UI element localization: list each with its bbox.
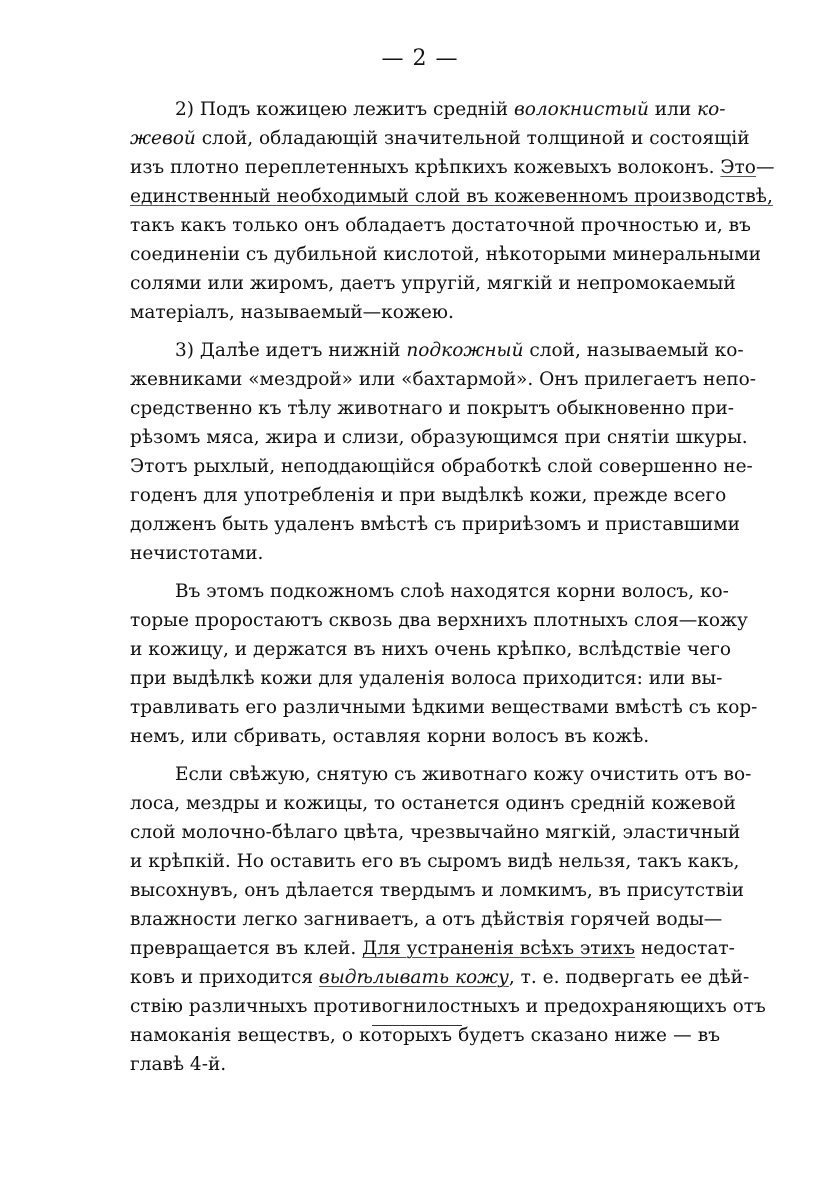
- text-segment: —: [755, 157, 775, 178]
- text-segment: ковъ и приходится: [130, 967, 319, 988]
- text-line: [130, 423, 748, 452]
- text-segment: годенъ для употребленія и при выдѣлкѣ кожи, прежде всего: [130, 485, 727, 506]
- text-segment: долженъ быть удаленъ вмѣстѣ съ пририѣзомъ и приставшими: [130, 514, 740, 535]
- text-line: [130, 789, 736, 818]
- paragraph-gap: [130, 751, 720, 760]
- text-segment: травливать его различными ѣдкими веществами вмѣстѣ съ кор-: [130, 697, 758, 718]
- text-segment: недостат-: [635, 938, 735, 959]
- text-line: [130, 182, 773, 211]
- text-segment: превращается въ клей.: [130, 938, 363, 959]
- text-line: [130, 211, 751, 240]
- text-segment: такъ какъ только онъ обладаетъ достаточной прочностью и, въ: [130, 215, 751, 236]
- text-line: [130, 847, 740, 876]
- section-end-rule: [372, 1025, 462, 1026]
- text-line: [130, 693, 758, 722]
- text-segment: и крѣпкій. Но оставить его въ сыромъ видѣ нельзя, такъ какъ,: [130, 851, 740, 872]
- text-line: [130, 876, 744, 905]
- text-line: [130, 336, 744, 365]
- text-line: [130, 452, 753, 481]
- text-segment: 2) Подъ кожицею лежитъ средній: [175, 99, 514, 120]
- page-text: [130, 95, 775, 1079]
- paragraph-4: [130, 760, 766, 1079]
- text-segment: высохнувъ, онъ дѣлается твердымъ и ломкимъ, въ присутствіи: [130, 880, 744, 901]
- text-line: [130, 992, 766, 1021]
- text-line: [130, 934, 735, 963]
- text-segment: жевниками «мездрой» или «бахтармой». Онъ прилегаетъ непо-: [130, 369, 757, 390]
- paragraph-3: [130, 577, 758, 751]
- text-segment: лоса, мездры и кожицы, то останется одинъ средній кожевой: [130, 793, 736, 814]
- text-segment: слой, обладающій значительной толщиной и состоящій: [195, 128, 750, 149]
- text-segment: Этотъ рыхлый, неподдающійся обработкѣ слой совершенно не-: [130, 456, 753, 477]
- text-segment: немъ, или сбривать, оставляя корни волосъ въ кожѣ.: [130, 726, 650, 747]
- paragraph-gap: [130, 327, 720, 336]
- text-line: [130, 240, 761, 269]
- text-line: [130, 577, 729, 606]
- text-line: [130, 481, 727, 510]
- text-line: [130, 539, 720, 568]
- text-line: [130, 95, 726, 124]
- text-segment: , т. е. подвергать ее дѣй-: [508, 967, 750, 988]
- text-line: [130, 298, 720, 327]
- underlined-text: Для устраненія всѣхъ этихъ: [362, 938, 636, 959]
- text-segment: главѣ 4-й.: [130, 1054, 227, 1075]
- text-line: [130, 606, 748, 635]
- text-segment: слой молочно-бѣлаго цвѣта, чрезвычайно мягкій, эластичный: [130, 822, 741, 843]
- text-segment: при выдѣлкѣ кожи для удаленія волоса приходится: или вы-: [130, 668, 723, 689]
- italic-term: волокнистый: [514, 99, 649, 120]
- text-line: [130, 722, 720, 751]
- text-segment: или: [648, 99, 698, 120]
- paragraph-1: [130, 95, 775, 327]
- italic-term: жевой: [130, 128, 196, 149]
- underlined-text: Это: [720, 157, 756, 178]
- italic-term: подкожный: [406, 340, 524, 361]
- text-segment: солями или жиромъ, даетъ упругій, мягкій и непромокаемый: [130, 273, 736, 294]
- text-line: [130, 365, 757, 394]
- text-segment: намоканія веществъ, о которыхъ будетъ сказано ниже — въ: [130, 1025, 720, 1046]
- text-line: [130, 269, 736, 298]
- italic-term: ко-: [697, 99, 726, 120]
- text-segment: соединеніи съ дубильной кислотой, нѣкоторыми минеральными: [130, 244, 761, 265]
- page-number: — 2 —: [381, 46, 459, 71]
- text-segment: 3) Далѣе идетъ нижній: [175, 340, 407, 361]
- text-segment: нечистотами.: [130, 543, 264, 564]
- text-segment: матеріалъ, называемый—кожею.: [130, 302, 454, 323]
- text-line: [130, 818, 741, 847]
- text-segment: Въ этомъ подкожномъ слоѣ находятся корни волосъ, ко-: [175, 581, 729, 602]
- text-line: [130, 963, 750, 992]
- text-segment: и кожицу, и держатся въ нихъ очень крѣпко, вслѣдствіе чего: [130, 639, 731, 660]
- italic-term: выдѣлывать кожу: [318, 967, 509, 988]
- text-line: [130, 760, 752, 789]
- text-segment: изъ плотно переплетенныхъ крѣпкихъ кожевыхъ волоконъ.: [130, 157, 721, 178]
- paragraph-2: [130, 336, 757, 568]
- text-line: [130, 905, 723, 934]
- text-segment: рѣзомъ мяса, жира и слизи, образующимся при снятіи шкуры.: [130, 427, 748, 448]
- text-line: [130, 394, 735, 423]
- text-segment: ствію различныхъ противогнилостныхъ и предохраняющихъ отъ: [130, 996, 766, 1017]
- text-segment: слой, называемый ко-: [523, 340, 744, 361]
- text-segment: средственно къ тѣлу животнаго и покрытъ обыкновенно при-: [130, 398, 735, 419]
- text-line: [130, 153, 775, 182]
- text-line: [130, 1050, 720, 1079]
- underlined-text: единственный необходимый слой въ кожевенномъ производствѣ,: [130, 186, 773, 207]
- text-segment: торые проростаютъ сквозь два верхнихъ плотныхъ слоя—кожу: [130, 610, 748, 631]
- text-segment: Если свѣжую, снятую съ животнаго кожу очистить отъ во-: [175, 764, 752, 785]
- text-line: [130, 635, 731, 664]
- paragraph-gap: [130, 568, 720, 577]
- text-line: [130, 664, 723, 693]
- text-line: [130, 510, 740, 539]
- text-line: [130, 124, 750, 153]
- text-segment: влажности легко загниваетъ, а отъ дѣйствія горячей воды—: [130, 909, 723, 930]
